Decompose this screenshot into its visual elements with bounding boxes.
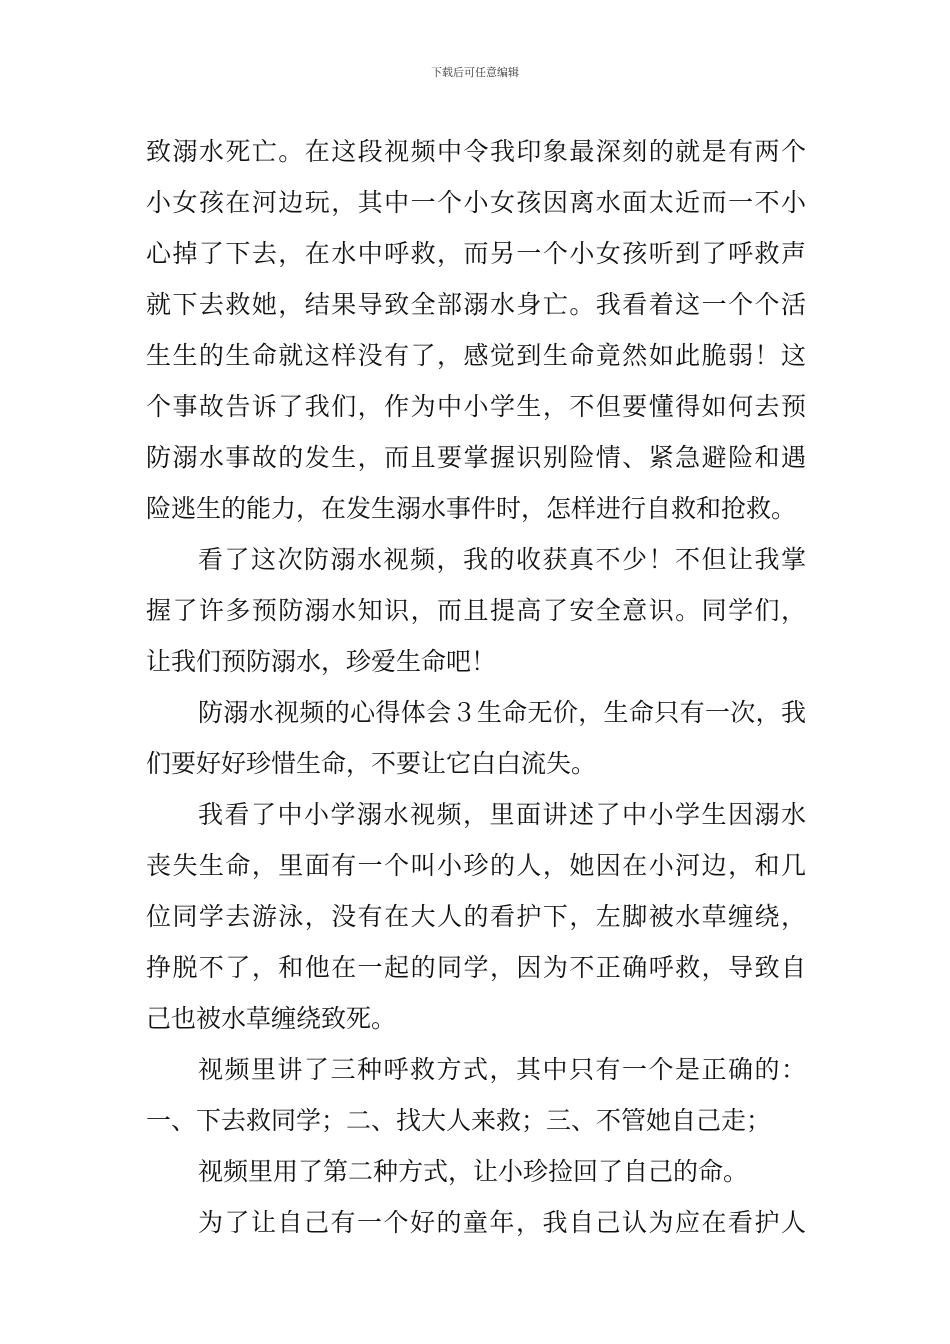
- body-text: [146, 126, 806, 1248]
- text-line: 丧失生命，里面有一个叫小珍的人，她因在小河边，和几: [146, 851, 806, 880]
- text-line: 己也被水草缠绕致死。: [146, 1004, 397, 1033]
- page-header: 下载后可任意编辑: [431, 66, 519, 79]
- text-line: 让我们预防溺水，珍爱生命吧！: [146, 647, 497, 676]
- text-line: 为了让自己有一个好的童年，我自己认为应在看护人: [198, 1208, 806, 1237]
- text-line: 防溺水事故的发生，而且要掌握识别险情、紧急避险和遇: [146, 443, 806, 472]
- text-line: 我看了中小学溺水视频，里面讲述了中小学生因溺水: [198, 800, 806, 829]
- text-line: 握了许多预防溺水知识，而且提高了安全意识。同学们，: [146, 596, 806, 625]
- text-line: 防溺水视频的心得体会３生命无价，生命只有一次，我: [198, 698, 806, 727]
- text-line: 致溺水死亡。在这段视频中令我印象最深刻的就是有两个: [146, 137, 806, 166]
- text-line: 小女孩在河边玩，其中一个小女孩因离水面太近而一不小: [146, 188, 806, 217]
- text-line: 个事故告诉了我们，作为中小学生，不但要懂得如何去预: [146, 392, 806, 421]
- text-line: 视频里讲了三种呼救方式，其中只有一个是正确的：: [198, 1055, 806, 1084]
- text-line: 视频里用了第二种方式，让小珍捡回了自己的命。: [198, 1157, 749, 1186]
- text-line: 险逃生的能力，在发生溺水事件时，怎样进行自救和抢救。: [146, 494, 797, 523]
- text-line: 就下去救她，结果导致全部溺水身亡。我看着这一个个活: [146, 290, 806, 319]
- text-line: 们要好好珍惜生命，不要让它白白流失。: [146, 749, 597, 778]
- text-line: 看了这次防溺水视频，我的收获真不少！不但让我掌: [198, 545, 806, 574]
- text-line: 位同学去游泳，没有在大人的看护下，左脚被水草缠绕，: [146, 902, 806, 931]
- text-line: 生生的生命就这样没有了，感觉到生命竟然如此脆弱！这: [146, 341, 806, 370]
- text-line: 心掉了下去，在水中呼救，而另一个小女孩听到了呼救声: [146, 239, 806, 268]
- text-line: 一、下去救同学；二、找大人来救；三、不管她自己走；: [146, 1106, 772, 1135]
- text-line: 挣脱不了，和他在一起的同学，因为不正确呼救，导致自: [146, 953, 806, 982]
